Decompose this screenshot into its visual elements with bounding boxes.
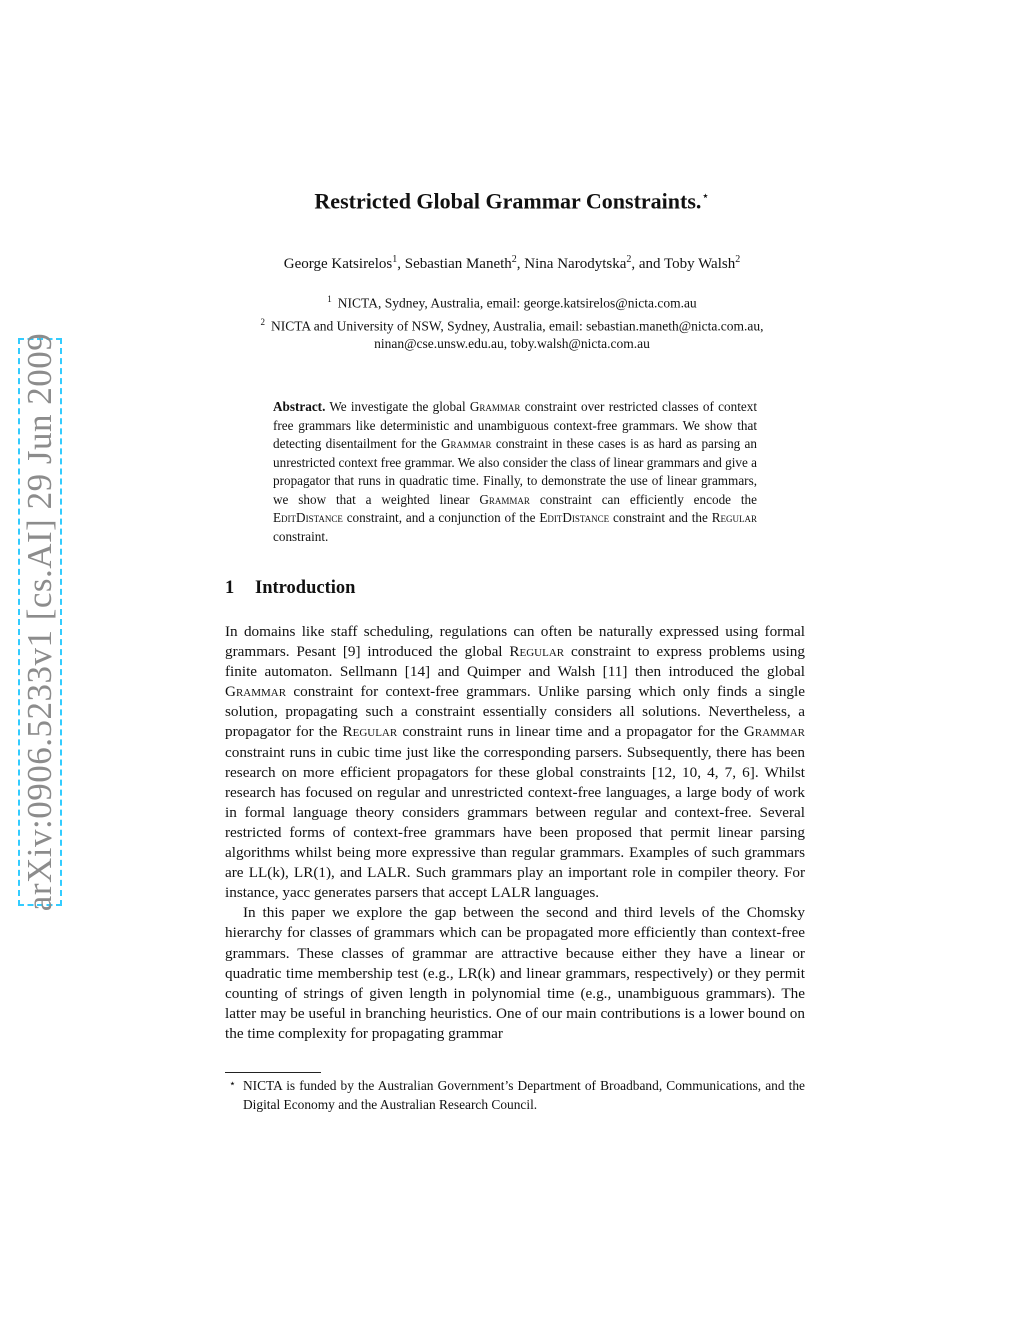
affiliations (0, 290, 1024, 353)
title-footnote-mark: ⋆ (701, 188, 710, 203)
text-run: constraint for context-free grammars. Unlike parsing which only finds a single solution, propagating such a constraint essentially considers all solutions. Nevertheless, a propagator for the (225, 683, 805, 741)
author-affil-mark: 1 (392, 254, 398, 265)
affiliation-line (0, 290, 1024, 313)
footnote-mark: ⋆ (229, 1078, 236, 1090)
text-run: constraint can efficiently encode the (529, 491, 757, 507)
section-title: Introduction (255, 578, 356, 598)
arxiv-stamp-text: arXiv:0906.5233v1 [cs.AI] 29 Jun 2009 (20, 332, 59, 912)
author (524, 256, 664, 272)
paragraph (225, 903, 805, 1044)
author-name: Nina Narodytska (524, 256, 627, 272)
affiliation-line (0, 313, 1024, 336)
paper-title (0, 188, 1024, 214)
affiliation-text: NICTA, Sydney, Australia, email: george.katsirelos@nicta.com.au (337, 295, 697, 311)
author-separator: , (397, 256, 405, 272)
author-list (0, 254, 1024, 273)
author (405, 256, 525, 272)
author-separator: , and (631, 256, 664, 272)
footnote-rule (225, 1072, 321, 1073)
abstract-label: Abstract. (273, 399, 326, 414)
text-run: constraint in these cases is as hard as parsing an unrestricted context free grammar. We also consider the class of linear grammars and give a propagator that runs in quadratic time. Finally, to demonstrate the use of linear grammars, we show that a weighted linear (273, 436, 757, 507)
body-text (225, 622, 805, 1044)
text-run: constraint runs in cubic time just like the corresponding parsers. Subsequently, there has been research on more efficient propagators for these global constraints [12, 10, 4, 7, 6]. Whilst research has focused on regular and unrestricted context-free languages, a large body of work in formal language theory considers grammars between regular and context-free. Several restricted forms of context-free grammars have been proposed that permit linear parsing algorithms whilst being more expressive than regular grammars. Examples of such grammars are LL(k), LR(1), and LALR. Such grammars play an important role in compiler theory. For instance, yacc generates parsers that accept LALR languages. (225, 743, 805, 902)
abstract (273, 398, 757, 546)
author-affil-mark: 2 (735, 254, 741, 265)
constraint-name: Regular (342, 723, 398, 741)
footnote (225, 1077, 805, 1114)
text-run: constraint, and a conjunction of the (342, 510, 540, 525)
constraint-name: EditDistance (539, 510, 610, 525)
constraint-name: Grammar (469, 399, 521, 414)
author (664, 256, 740, 272)
text-run: constraint runs in linear time and a propagator for the (397, 723, 744, 741)
author-name: Sebastian Maneth (404, 256, 512, 272)
abstract-body (273, 399, 757, 544)
paragraph (225, 622, 805, 903)
author-separator: , (516, 256, 525, 272)
affiliation-text: ninan@cse.unsw.edu.au, toby.walsh@nicta.com.au (374, 336, 650, 351)
affiliation-mark: 2 (260, 316, 265, 327)
constraint-name: Grammar (225, 683, 287, 701)
author-name: Toby Walsh (664, 256, 736, 272)
constraint-name: Grammar (743, 723, 805, 741)
text-run: We investigate the global (329, 399, 470, 414)
section-number: 1 (225, 578, 235, 598)
constraint-name: Grammar (479, 491, 530, 507)
affiliation-text: NICTA and University of NSW, Sydney, Australia, email: sebastian.maneth@nicta.com.au, (270, 318, 764, 333)
footnote-text: NICTA is funded by the Australian Government’s Department of Broadband, Communications, and the Digital Economy and the Australian Research Council. (243, 1078, 805, 1112)
paper-title-text: Restricted Global Grammar Constraints. (314, 188, 702, 214)
section-heading (225, 578, 355, 599)
author (284, 256, 405, 272)
affiliation-line (0, 335, 1024, 353)
text-run: In this paper we explore the gap between the second and third levels of the Chomsky hierarchy for classes of grammars which can be propagated more efficiently than context-free grammars. These classes of grammar are attractive because either they have a linear or quadratic time membership test (e.g., LR(k) and linear grammars, respectively) or they permit counting of strings of given length in polynomial time (e.g., unambiguous grammars). The latter may be useful in branching heuristics. One of our main contributions is a lower bound on the time complexity for propagating grammar (225, 904, 805, 1042)
constraint-name: Regular (711, 510, 757, 525)
text-run: constraint to express problems using finite automaton. Sellmann [14] and Quimper and Walsh [11] then introduced the global (225, 643, 805, 681)
text-run: constraint and the (609, 510, 712, 525)
affiliation-mark: 1 (327, 294, 332, 304)
constraint-name: EditDistance (273, 510, 343, 525)
text-run: constraint over restricted classes of context free grammars like deterministic and unambiguous context-free grammars. We show that detecting disentailment for the (273, 399, 757, 451)
text-run: In domains like staff scheduling, regulations can often be naturally expressed using formal grammars. Pesant [9] introduced the global (225, 623, 805, 661)
author-affil-mark: 2 (511, 254, 517, 265)
author-name: George Katsirelos (283, 256, 393, 272)
constraint-name: Regular (509, 643, 565, 661)
text-run: constraint. (273, 528, 329, 544)
author-affil-mark: 2 (626, 254, 632, 265)
arxiv-stamp (18, 332, 62, 912)
constraint-name: Grammar (441, 436, 492, 451)
